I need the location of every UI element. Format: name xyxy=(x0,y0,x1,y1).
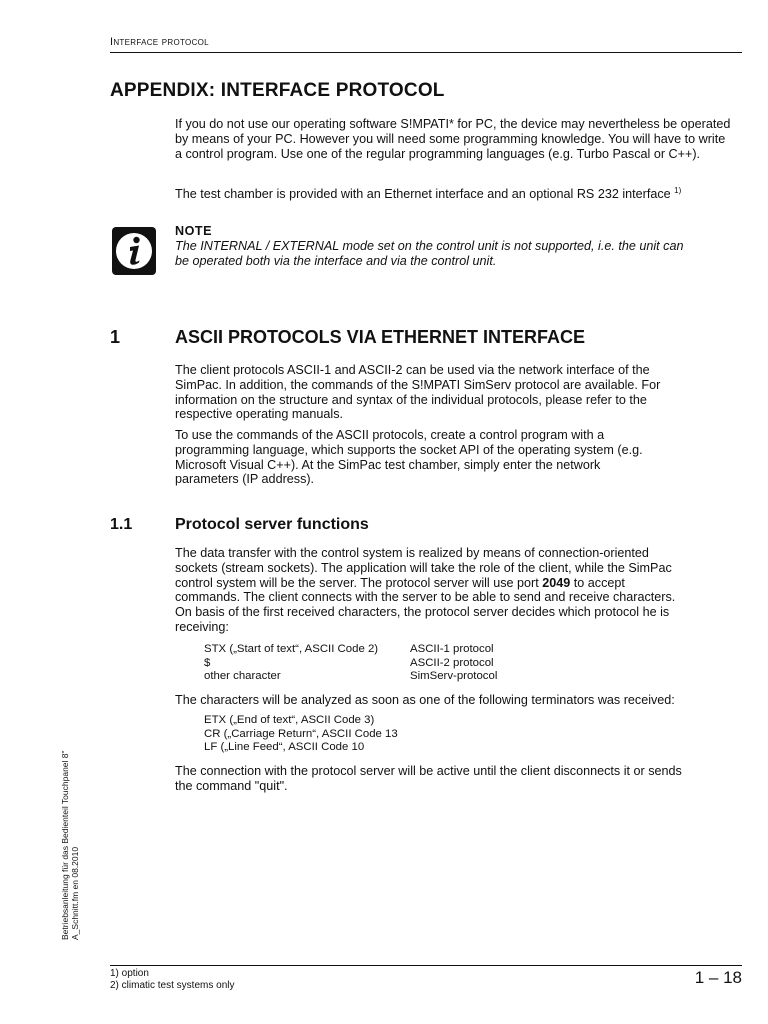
section-1-paragraph-2 xyxy=(175,428,655,487)
list-item: ETX („End of text“, ASCII Code 3) xyxy=(204,714,375,726)
section-1-1-number: 1.1 xyxy=(110,516,133,533)
section-1-p2-text: To use the commands of the ASCII protocols, create a control program with a programming language, which supports the socket API of the operating system (e.g. Microsoft Visual C++). At the SimPac test chamber, simply enter the network parameters (IP address). xyxy=(175,428,643,487)
sidebar-line-2: A_Schnitt.fm en 08.2010 xyxy=(70,846,80,940)
section-1-title: ASCII PROTOCOLS VIA ETHERNET INTERFACE xyxy=(175,327,586,347)
section-1-1-p1-after: to accept commands. The client connects with the server to be able to send and receive characters. On basis of the first received characters, the protocol server decides which protocol he is receiving: xyxy=(175,575,676,634)
section-1-p1-text: The client protocols ASCII-1 and ASCII-2 can be used via the network interface of the SimPac. In addition, the commands of the S!MPATI SimServ protocol are available. For information on the structure and syntax of the individual protocols, please refer to the respective operating manuals. xyxy=(175,363,661,422)
running-head xyxy=(110,36,209,48)
note-label: NOTE xyxy=(175,224,212,238)
note-text: The INTERNAL / EXTERNAL mode set on the control unit is not supported, i.e. the unit can be operated both via the interface and via the control unit. xyxy=(175,239,684,268)
footnote-ref-1: 1) xyxy=(674,186,682,195)
list-item xyxy=(204,657,497,671)
info-icon xyxy=(111,226,157,276)
list-item xyxy=(204,643,497,657)
running-head-text: Interface protocol xyxy=(110,36,209,48)
footer-rule xyxy=(110,965,742,966)
section-1-1-paragraph-1 xyxy=(175,546,680,635)
port-number: 2049 xyxy=(542,575,571,590)
protocol-name: SimServ-protocol xyxy=(410,670,498,682)
section-1-1-p2-text: The characters will be analyzed as soon as one of the following terminators was received: xyxy=(175,693,675,707)
protocol-char: STX („Start of text“, ASCII Code 2) xyxy=(204,643,379,655)
section-1-1-title: Protocol server functions xyxy=(175,516,369,533)
section-1-1-p3-text: The connection with the protocol server will be active until the client disconnects it or sends the command "quit". xyxy=(175,764,682,793)
section-1-number: 1 xyxy=(110,327,121,347)
section-1-1-paragraph-2 xyxy=(175,693,735,708)
list-item: CR („Carriage Return“, ASCII Code 13 xyxy=(204,727,398,740)
protocol-char: other character xyxy=(204,670,281,682)
footnote-1: 1) option xyxy=(110,968,149,979)
intro-paragraph-2 xyxy=(175,184,735,202)
appendix-title: APPENDIX: INTERFACE PROTOCOL xyxy=(110,80,445,101)
section-1-1-paragraph-3 xyxy=(175,764,690,794)
intro-paragraph-1 xyxy=(175,117,735,161)
section-1-1-p1-before: The data transfer with the control system is realized by means of connection-oriented sockets (stream sockets). The application will take the role of the client, while the SimPac control system will be the server. The protocol server will use port xyxy=(175,546,672,590)
protocol-char: $ xyxy=(204,656,211,669)
intro-p2-text: The test chamber is provided with an Ethernet interface and an optional RS 232 interface xyxy=(175,187,675,202)
terminator-list xyxy=(204,714,398,755)
sidebar-meta xyxy=(60,750,80,940)
protocol-list xyxy=(204,643,497,684)
list-item xyxy=(204,670,497,684)
page-number: 1 – 18 xyxy=(694,968,742,987)
protocol-name: ASCII-2 protocol xyxy=(410,656,494,669)
section-1-paragraph-1 xyxy=(175,363,675,422)
sidebar-line-1: Betriebsanleitung für das Bedienteil Touchpanel 8" xyxy=(60,750,70,940)
protocol-name: ASCII-1 protocol xyxy=(410,643,494,655)
list-item: LF („Line Feed“, ASCII Code 10 xyxy=(204,741,365,753)
intro-p1-text: If you do not use our operating software S!MPATI* for PC, the device may nevertheless be operated by means of your PC. However you will need some programming knowledge. You will have to write a control program. Use one of the regular programming languages (e.g. Turbo Pascal or C++). xyxy=(175,117,731,161)
footnote-2: 2) climatic test systems only xyxy=(110,980,235,991)
footnotes xyxy=(110,968,234,992)
header-rule xyxy=(110,52,742,53)
